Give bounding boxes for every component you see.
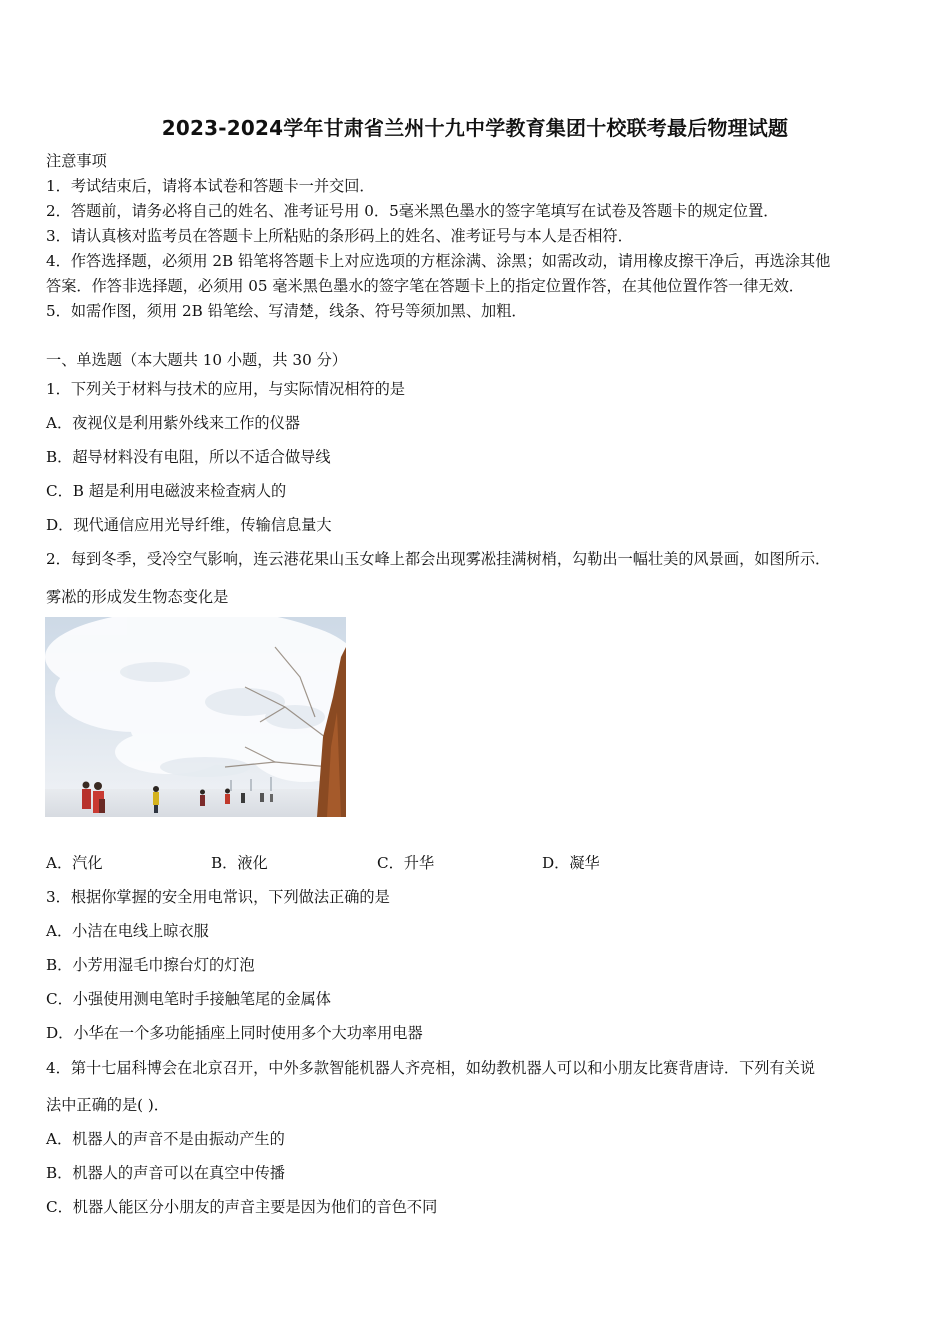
notice-item: 答案．作答非选择题，必须用 05 毫米黑色墨水的签字笔在答题卡上的指定位置作答，在其他位置作答一律无效． [46,277,804,295]
question-2-option-d: D．凝华 [542,854,600,872]
question-3-option-b: B．小芳用湿毛巾擦台灯的灯泡 [46,956,255,974]
question-1-option-b: B．超导材料没有电阻，所以不适合做导线 [46,448,331,466]
notice-item: 2．答题前，请务必将自己的姓名、准考证号用 0．5毫米黑色墨水的签字笔填写在试卷及答题卡的规定位置． [46,202,779,220]
question-4-option-a: A．机器人的声音不是由振动产生的 [46,1130,285,1148]
question-4-stem-line1: 4．第十七届科博会在北京召开，中外多款智能机器人齐亮相，如幼教机器人可以和小朋友比赛背唐诗．下列有关说 [46,1059,816,1077]
notice-item: 5．如需作图，须用 2B 铅笔绘、写清楚，线条、符号等须加黑、加粗． [46,302,527,320]
question-3-option-a: A．小洁在电线上晾衣服 [46,922,209,940]
section-heading: 一、单选题（本大题共 10 小题，共 30 分） [46,351,347,369]
question-2-option-a: A．汽化 [46,854,103,872]
question-2-option-b: B．液化 [211,854,268,872]
rime-tree-photo [45,617,346,817]
question-2-stem-line2: 雾凇的形成发生物态变化是 [46,588,229,606]
question-2-options [46,852,906,874]
question-4-option-b: B．机器人的声音可以在真空中传播 [46,1164,285,1182]
question-3-stem: 3．根据你掌握的安全用电常识，下列做法正确的是 [46,888,390,906]
notice-item: 4．作答选择题，必须用 2B 铅笔将答题卡上对应选项的方框涂满、涂黑；如需改动，请用橡皮擦干净后，再选涂其他 [46,252,831,270]
question-1-option-d: D．现代通信应用光导纤维，传输信息量大 [46,516,332,534]
question-3-option-d: D．小华在一个多功能插座上同时使用多个大功率用电器 [46,1024,423,1042]
exam-title: 2023-2024学年甘肃省兰州十九中学教育集团十校联考最后物理试题 [161,116,789,140]
notice-item: 1．考试结束后，请将本试卷和答题卡一并交回． [46,177,375,195]
question-1-stem: 1．下列关于材料与技术的应用，与实际情况相符的是 [46,380,405,398]
question-1-option-a: A．夜视仪是利用紫外线来工作的仪器 [46,414,300,432]
question-2-stem-line1: 2．每到冬季，受冷空气影响，连云港花果山玉女峰上都会出现雾凇挂满树梢，勾勒出一幅壮美的风景画，如图所示． [46,550,831,568]
notice-heading: 注意事项 [46,152,107,170]
question-1-option-c: C．B 超是利用电磁波来检查病人的 [46,482,287,500]
question-2-option-c: C．升华 [377,854,435,872]
question-4-option-c: C．机器人能区分小朋友的声音主要是因为他们的音色不同 [46,1198,438,1216]
question-3-option-c: C．小强使用测电笔时手接触笔尾的金属体 [46,990,331,1008]
question-4-stem-line2: 法中正确的是( )． [46,1096,169,1114]
notice-item: 3．请认真核对监考员在答题卡上所粘贴的条形码上的姓名、准考证号与本人是否相符． [46,227,633,245]
